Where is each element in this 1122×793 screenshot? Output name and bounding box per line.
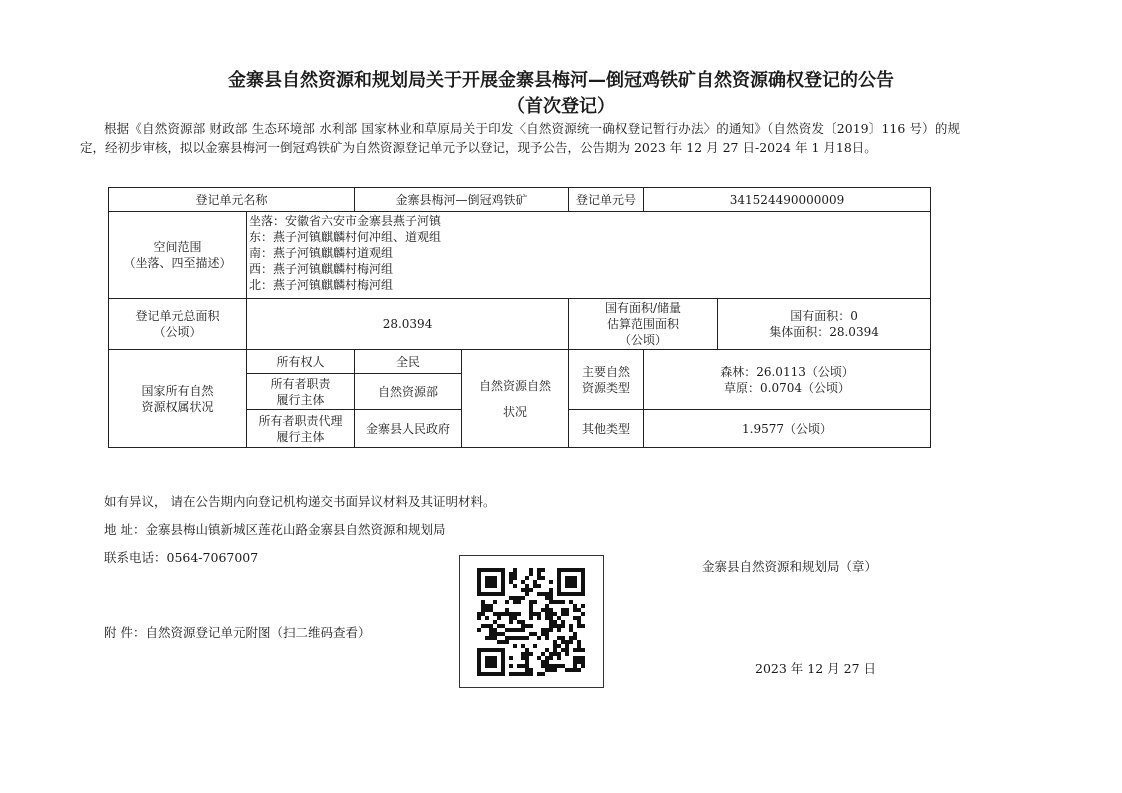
south-boundary: 南：燕子河镇麒麟村道观组: [249, 246, 394, 260]
other-type-value: 1.9577（公顷）: [644, 410, 931, 448]
issuer-seal-text: 金寨县自然资源和规划局（章）: [702, 559, 878, 574]
notice-subtitle: （首次登记）: [507, 96, 615, 117]
intro-paragraph: 根据《自然资源部 财政部 生态环境部 水利部 国家林业和草原局关于印发〈自然资源统一确权登记暂行办法〉的通知》（自然资发〔2019〕116 号）的规定，经初步审核，拟以金寨县梅河一倒冠鸡铁矿为自然资源登记单元予以登记，现予公告，公告期为 2023 年 12 月 27 日-2024 年 1 月18日。: [80, 121, 960, 155]
owner-value: 全民: [355, 350, 462, 374]
owner-label: 所有权人: [247, 350, 355, 374]
ownership-status-label: 国家所有自然 资源权属状况: [109, 350, 247, 448]
objection-note: 如有异议， 请在公告期内向登记机构递交书面异议材料及其证明材料。: [104, 494, 496, 509]
unit-no-label: 登记单元号: [569, 188, 644, 212]
duty-label: 所有者职责 履行主体: [247, 374, 355, 410]
unit-name-value: 金寨县梅河—倒冠鸡铁矿: [355, 188, 569, 212]
total-area-value: 28.0394: [247, 299, 569, 350]
registration-table: [108, 187, 931, 448]
address-line: 地 址：金寨县梅山镇新城区莲花山路金寨县自然资源和规划局: [104, 522, 446, 537]
state-area-value: 国有面积：0 集体面积：28.0394: [718, 299, 931, 350]
qr-code[interactable]: [459, 555, 604, 688]
space-range-label: 空间范围 （坐落、四至描述）: [109, 212, 247, 299]
west-boundary: 西：燕子河镇麒麟村梅河组: [249, 262, 394, 276]
agent-label: 所有者职责代理 履行主体: [247, 410, 355, 448]
natural-status-label: 自然资源自然 状况: [462, 350, 569, 448]
issue-date: 2023 年 12 月 27 日: [755, 661, 876, 676]
attachment-line: 附 件：自然资源登记单元附图（扫二维码查看）: [104, 625, 371, 640]
total-area-label: 登记单元总面积 （公顷）: [109, 299, 247, 350]
unit-no-value: 341524490000009: [644, 188, 931, 212]
duty-value: 自然资源部: [355, 374, 462, 410]
notice-title: 金寨县自然资源和规划局关于开展金寨县梅河—倒冠鸡铁矿自然资源确权登记的公告: [228, 70, 894, 91]
qr-code-image: [477, 568, 585, 676]
main-type-value: 森林：26.0113（公顷） 草原：0.0704（公顷）: [644, 350, 931, 410]
agent-value: 金寨县人民政府: [355, 410, 462, 448]
unit-name-label: 登记单元名称: [109, 188, 355, 212]
east-boundary: 东：燕子河镇麒麟村何冲组、道观组: [249, 230, 442, 244]
other-type-label: 其他类型: [569, 410, 644, 448]
north-boundary: 北：燕子河镇麒麟村梅河组: [249, 278, 394, 292]
space-range-description: [247, 212, 931, 299]
state-area-label: 国有面积/储量 估算范围面积 （公顷）: [569, 299, 718, 350]
main-type-label: 主要自然 资源类型: [569, 350, 644, 410]
phone-line: 联系电话：0564-7067007: [104, 550, 259, 565]
location-line: 坐落：安徽省六安市金寨县燕子河镇: [249, 214, 442, 228]
